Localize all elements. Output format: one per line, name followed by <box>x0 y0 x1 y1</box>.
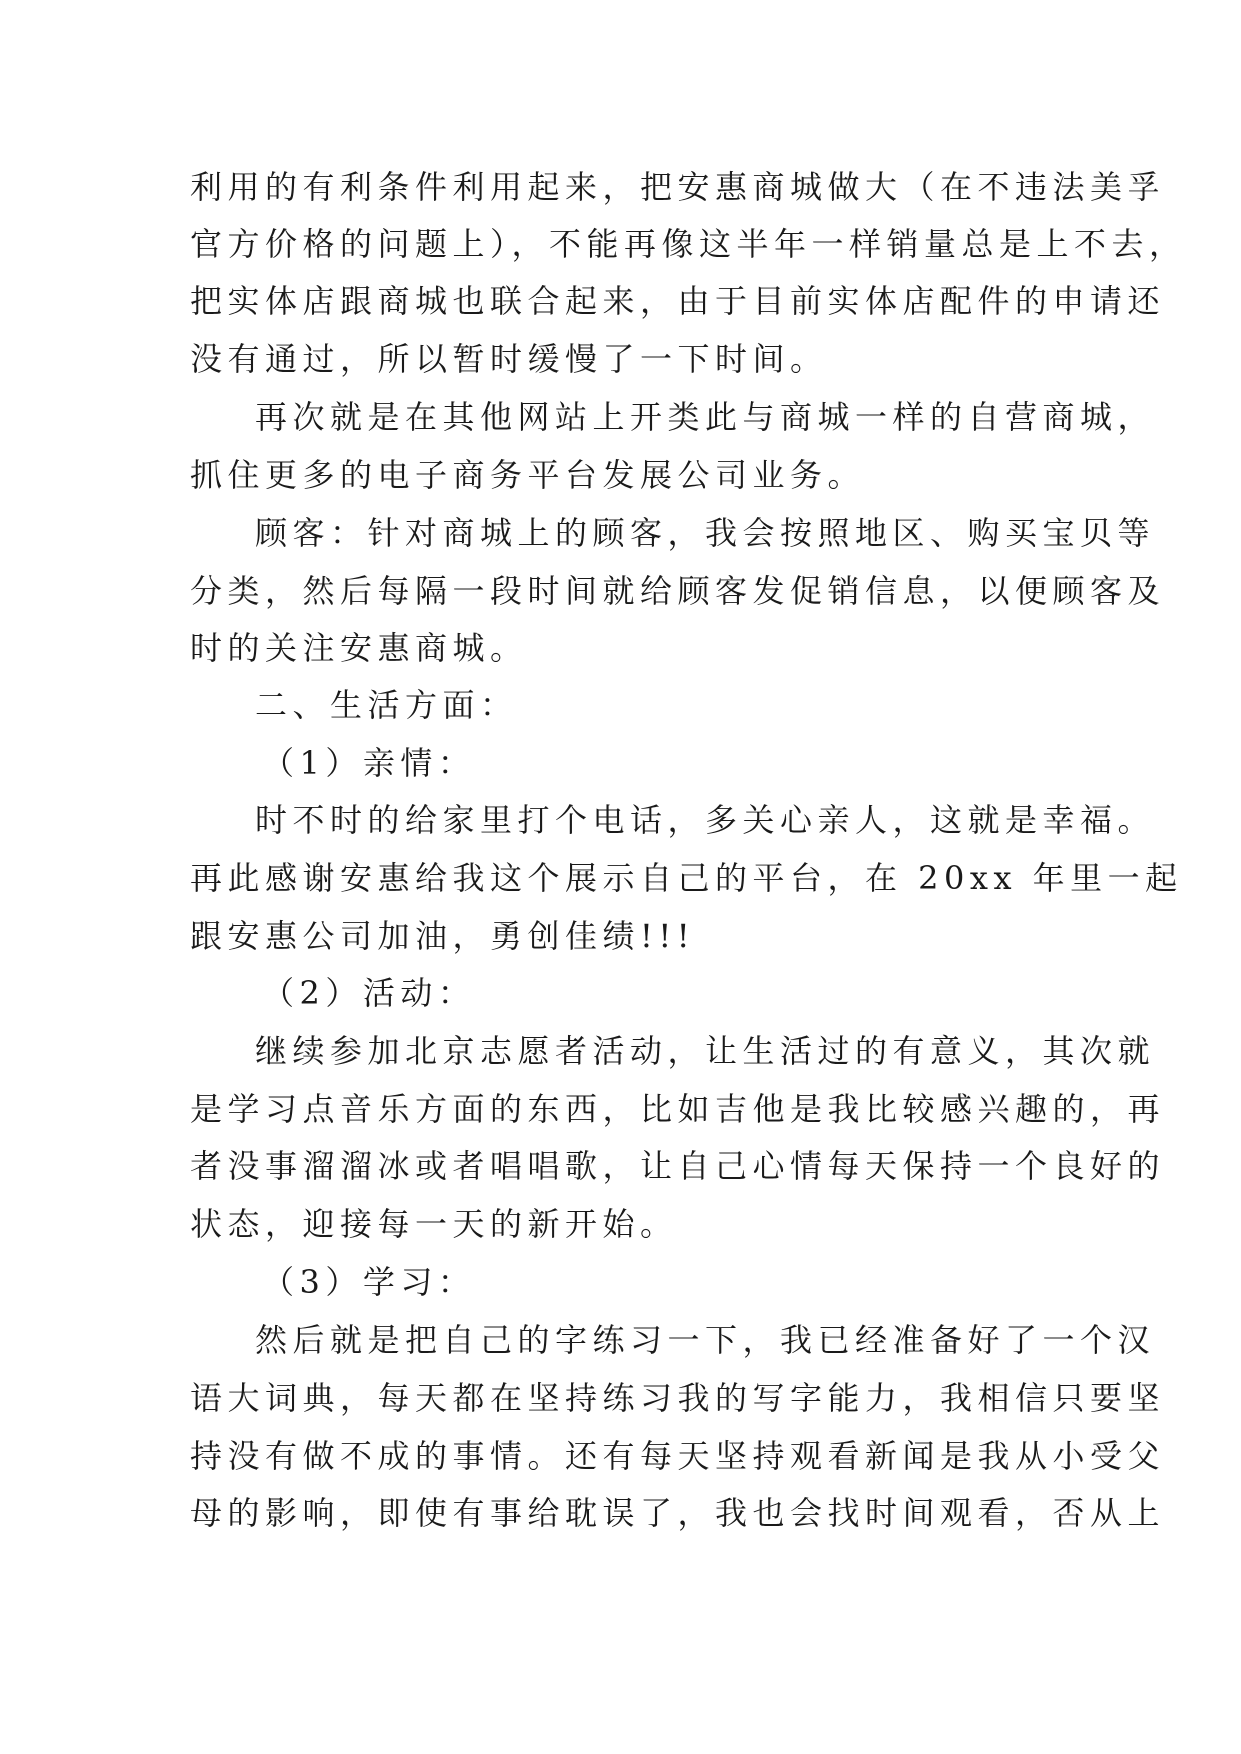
subsection-heading: （2）活动： <box>262 974 476 1012</box>
paragraph-first-line: 继续参加北京志愿者活动，让生活过的有意义，其次就 <box>255 1032 1156 1070</box>
paragraph-first-line: 再次就是在其他网站上开类此与商城一样的自营商城， <box>255 398 1156 436</box>
text-line: 把实体店跟商城也联合起来，由于目前实体店配件的申请还 <box>190 282 1166 320</box>
subsection-heading: （3）学习： <box>262 1263 476 1301</box>
text-line: 状态，迎接每一天的新开始。 <box>190 1205 678 1243</box>
text-line: 时的关注安惠商城。 <box>190 629 528 667</box>
paragraph-first-line: 顾客：针对商城上的顾客，我会按照地区、购买宝贝等 <box>255 514 1156 552</box>
text-line: 利用的有利条件利用起来，把安惠商城做大（在不违法美孚 <box>190 168 1166 206</box>
paragraph-first-line: 然后就是把自己的字练习一下，我已经准备好了一个汉 <box>255 1321 1156 1359</box>
text-line: 跟安惠公司加油，勇创佳绩!!! <box>190 917 696 955</box>
text-line: 官方价格的问题上），不能再像这半年一样销量总是上不去， <box>190 225 1187 263</box>
text-line: 语大词典，每天都在坚持练习我的写字能力，我相信只要坚 <box>190 1379 1166 1417</box>
paragraph-first-line: 时不时的给家里打个电话，多关心亲人，这就是幸福。 <box>255 801 1156 839</box>
text-line: 分类，然后每隔一段时间就给顾客发促销信息，以便顾客及 <box>190 572 1166 610</box>
text-line: 没有通过，所以暂时缓慢了一下时间。 <box>190 340 828 378</box>
text-line: 母的影响，即使有事给耽误了，我也会找时间观看，否从上 <box>190 1494 1166 1532</box>
subsection-heading: （1）亲情： <box>262 744 476 782</box>
text-line: 是学习点音乐方面的东西，比如吉他是我比较感兴趣的，再 <box>190 1090 1166 1128</box>
text-line: 者没事溜溜冰或者唱唱歌，让自己心情每天保持一个良好的 <box>190 1147 1166 1185</box>
text-line: 抓住更多的电子商务平台发展公司业务。 <box>190 456 866 494</box>
text-line: 再此感谢安惠给我这个展示自己的平台，在 20xx 年里一起 <box>190 859 1183 897</box>
text-line: 持没有做不成的事情。还有每天坚持观看新闻是我从小受父 <box>190 1437 1166 1475</box>
section-heading: 二、生活方面： <box>255 686 518 724</box>
